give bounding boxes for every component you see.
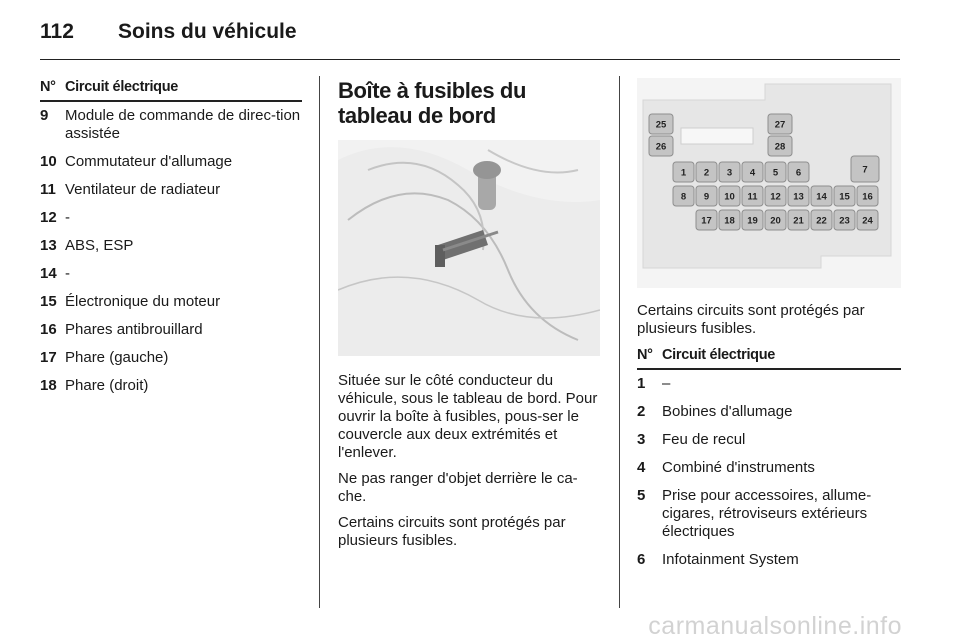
column-divider-right (619, 76, 620, 608)
fuse-label-3: 3 (726, 167, 733, 179)
fuse-label-13: 13 (793, 191, 804, 203)
fuse-label-4: 4 (749, 167, 756, 179)
fuse-label-1: 1 (680, 167, 687, 179)
fuse-label-9: 9 (703, 191, 710, 203)
location-paragraph: Située sur le côté conducteur du véhicule, sous le tableau de bord. Pour ouvrir la boîte à fusibles, pous-ser le couvercle aux deux extrémités et l'enlever. (338, 372, 598, 461)
fuse-label-20: 20 (770, 215, 781, 227)
table-header (637, 346, 901, 370)
fuse-label-5: 5 (772, 167, 779, 179)
fuse-label-23: 23 (839, 215, 850, 227)
col-no: N° (637, 347, 653, 363)
table-row: 6 Infotainment System (637, 551, 799, 568)
table-row: 18 Phare (droit) (40, 377, 149, 394)
fuse-label-21: 21 (793, 215, 804, 227)
table-row: 10 Commutateur d'allumage (40, 153, 233, 170)
storage-note: Ne pas ranger d'objet derrière le ca-che. (338, 470, 578, 505)
table-row: 15 Électronique du moteur (40, 293, 221, 310)
table-row: 2 Bobines d'allumage (637, 403, 793, 420)
header-rule (40, 59, 900, 60)
fuse-table-left (40, 78, 302, 405)
table-row: 3 Feu de recul (637, 431, 746, 448)
table-row: 14 - (40, 265, 70, 282)
table-row: 9 Module de commande de direc-tion assistée (40, 107, 301, 142)
middle-column (338, 78, 602, 558)
fuse-label-11: 11 (747, 191, 758, 203)
table-row: 13 ABS, ESP (40, 237, 134, 254)
fuse-box-location-illustration (338, 140, 600, 356)
fuse-label-26: 26 (655, 141, 667, 153)
fuse-label-27: 27 (774, 119, 786, 131)
table-row: 16 Phares antibrouillard (40, 321, 203, 338)
right-intro: Certains circuits sont protégés par plusieurs fusibles. (637, 302, 865, 337)
table-row: 17 Phare (gauche) (40, 349, 169, 366)
table-row: 4 Combiné d'instruments (637, 459, 815, 476)
fuse-box-diagram (637, 78, 901, 288)
fuse-label-16: 16 (862, 191, 873, 203)
table-row: 12 - (40, 209, 70, 226)
fuse-label-25: 25 (655, 119, 667, 131)
fuse-label-17: 17 (701, 215, 712, 227)
fuse-label-14: 14 (816, 191, 827, 203)
col-no: N° (40, 79, 56, 95)
table-row: 5 Prise pour accessoires, allume-cigares, rétroviseurs extérieurs électriques (637, 487, 872, 540)
col-circuit: Circuit électrique (662, 347, 776, 363)
multi-fuse-note: Certains circuits sont protégés par plusieurs fusibles. (338, 514, 566, 549)
fuse-label-24: 24 (862, 215, 873, 227)
fuse-label-19: 19 (747, 215, 758, 227)
fuse-label-15: 15 (839, 191, 850, 203)
fuse-label-18: 18 (724, 215, 735, 227)
right-column (637, 78, 901, 579)
fuse-label-12: 12 (770, 191, 781, 203)
section-heading: Boîte à fusibles du tableau de bord (338, 78, 526, 128)
table-header (40, 78, 302, 102)
table-row: 1 – (637, 375, 671, 392)
fuse-label-6: 6 (795, 167, 802, 179)
page-number: 112 (40, 20, 74, 43)
fuse-label-28: 28 (774, 141, 786, 153)
page-title: Soins du véhicule (118, 20, 297, 43)
fuse-label-2: 2 (703, 167, 710, 179)
fuse-label-7: 7 (862, 164, 868, 176)
column-divider-left (319, 76, 320, 608)
col-circuit: Circuit électrique (65, 79, 179, 95)
fuse-label-22: 22 (816, 215, 827, 227)
fuse-label-10: 10 (724, 191, 735, 203)
table-row: 11 Ventilateur de radiateur (40, 181, 221, 198)
fuse-label-8: 8 (680, 191, 687, 203)
watermark: carmanualsonline.info (648, 612, 902, 640)
